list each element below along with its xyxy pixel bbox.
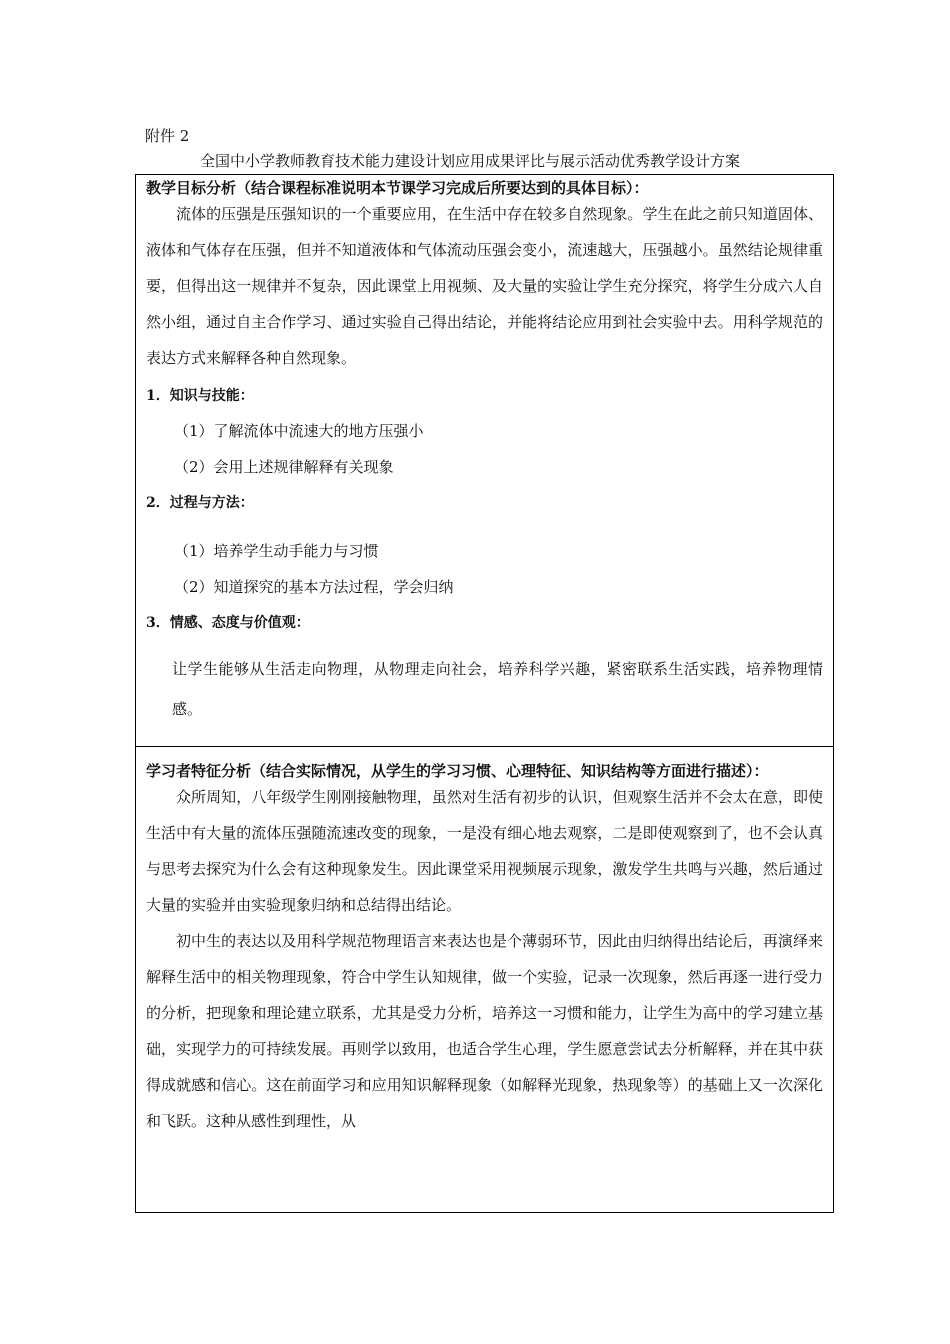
learner-analysis-cell xyxy=(136,761,833,1212)
goal3-title: 3．情感、态度与价值观： xyxy=(146,615,310,631)
goal1-item-1: （1）了解流体中流速大的地方压强小 xyxy=(174,422,424,440)
teaching-goal-intro: 流体的压强是压强知识的一个重要应用，在生活中存在较多自然现象。学生在此之前只知道固体、液体和气体存在压强，但并不知道液体和气体流动压强会变小，流速越大，压强越小。虽然结论规律重要，但得出这一规律并不复杂，因此课堂上用视频、及大量的实验让学生充分探究，将学生分成六人自然小组，通过自主合作学习、通过实验自己得出结论，并能将结论应用到社会实验中去。用科学规范的表达方式来解释各种自然现象。 xyxy=(146,205,823,367)
teaching-goal-cell xyxy=(136,178,833,747)
design-table xyxy=(135,174,834,1213)
document-title: 全国中小学教师教育技术能力建设计划应用成果评比与展示活动优秀教学设计方案 xyxy=(200,152,741,170)
goal1-title: 1．知识与技能： xyxy=(146,388,254,404)
goal2-title: 2．过程与方法： xyxy=(146,495,254,511)
goal3-text: 让学生能够从生活走向物理，从物理走向社会，培养科学兴趣，紧密联系生活实践，培养物理情感。 xyxy=(172,660,823,718)
learner-analysis-p1: 众所周知，八年级学生刚刚接触物理，虽然对生活有初步的认识，但观察生活并不会太在意，即使生活中有大量的流体压强随流速改变的现象，一是没有细心地去观察，二是即使观察到了，也不会认真与思考去探究为什么会有这种现象发生。因此课堂采用视频展示现象，激发学生共鸣与兴趣，然后通过大量的实验并由实验现象归纳和总结得出结论。 xyxy=(146,788,823,914)
goal2-item-1: （1）培养学生动手能力与习惯 xyxy=(174,542,379,560)
goal2-item-2: （2）知道探究的基本方法过程，学会归纳 xyxy=(174,578,454,596)
learner-analysis-heading: 学习者特征分析（结合实际情况，从学生的学习习惯、心理特征、知识结构等方面进行描述）： xyxy=(146,762,769,780)
teaching-goal-heading: 教学目标分析（结合课程标准说明本节课学习完成后所要达到的具体目标）： xyxy=(146,179,649,197)
goal1-item-2: （2）会用上述规律解释有关现象 xyxy=(174,458,394,476)
attachment-label: 附件 2 xyxy=(145,127,190,145)
learner-analysis-p2: 初中生的表达以及用科学规范物理语言来表达也是个薄弱环节，因此由归纳得出结论后，再演绎来解释生活中的相关物理现象，符合中学生认知规律，做一个实验，记录一次现象，然后再逐一进行受力的分析，把现象和理论建立联系，尤其是受力分析，培养这一习惯和能力，让学生为高中的学习建立基础，实现学力的可持续发展。再则学以致用，也适合学生心理，学生愿意尝试去分析解释，并在其中获得成就感和信心。这在前面学习和应用知识解释现象（如解释光现象，热现象等）的基础上又一次深化和飞跃。这种从感性到理性，从 xyxy=(146,932,823,1130)
